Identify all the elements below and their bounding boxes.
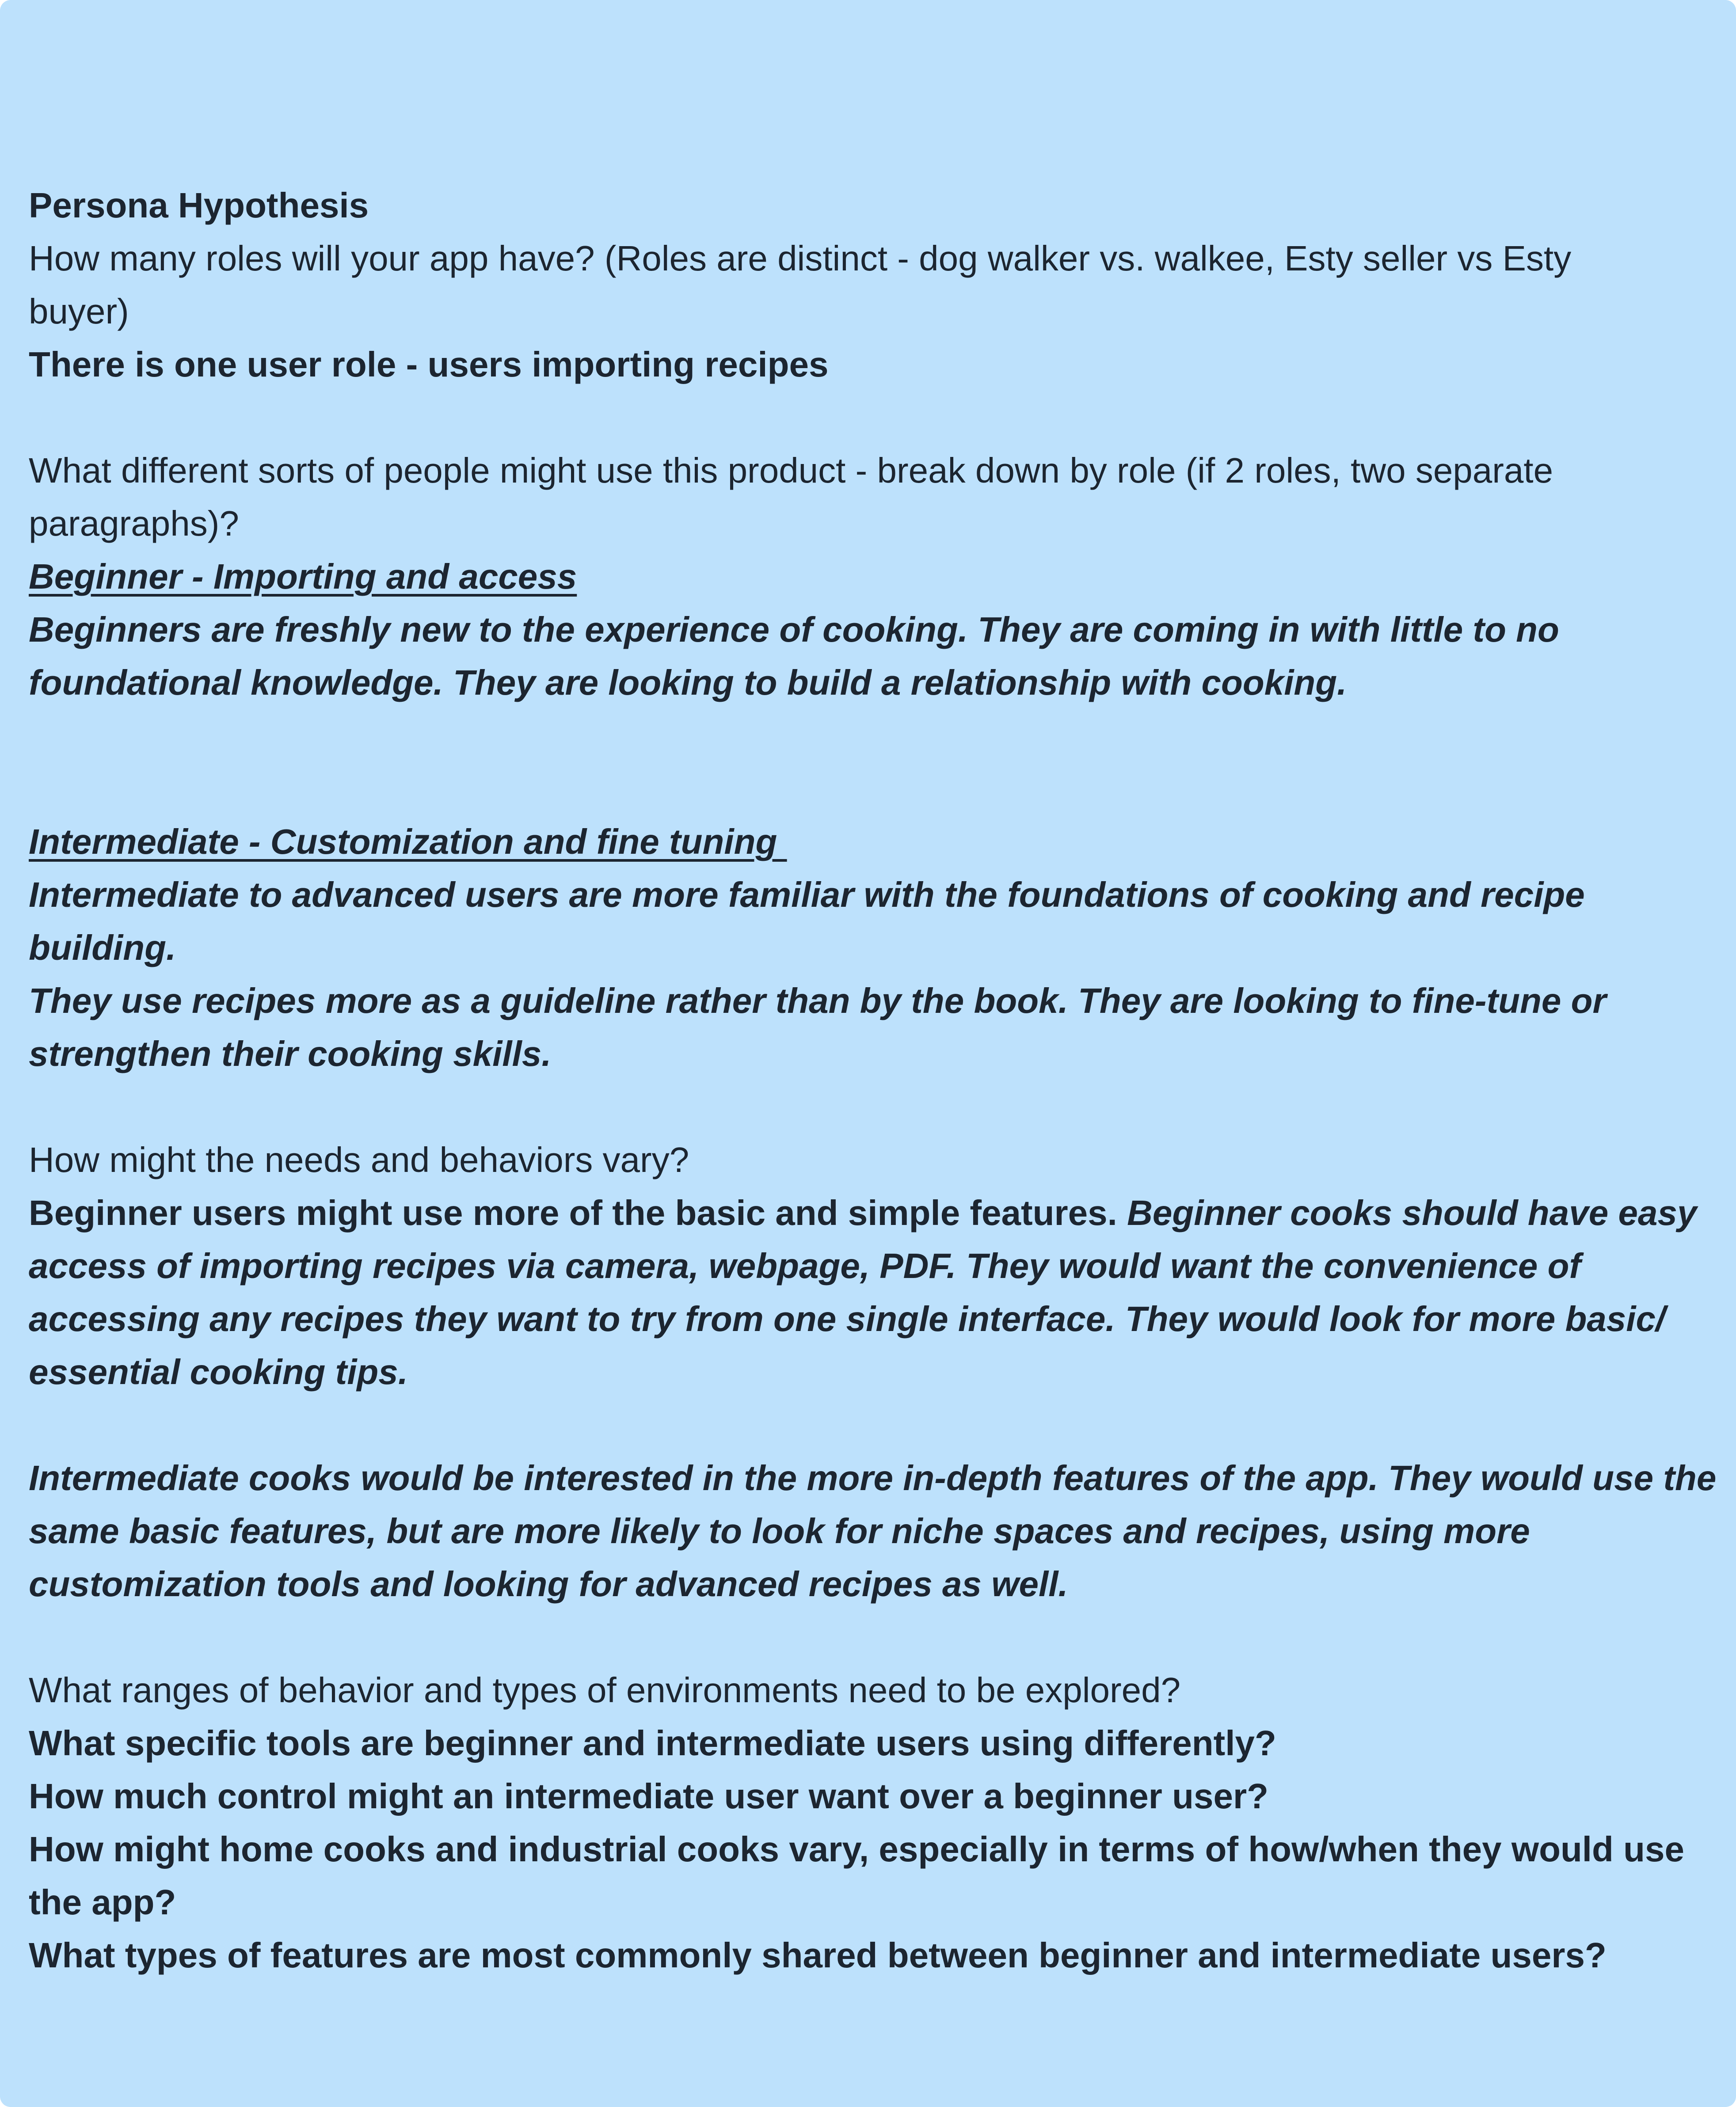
answer-roles: There is one user role - users importing recipes [29, 345, 829, 384]
beginner-description-line-2: foundational knowledge. They are looking to build a relationship with cooking. [29, 663, 1347, 702]
spacer [29, 1399, 1736, 1452]
ranges-answer-5: What types of features are most commonly shared between beginner and intermediate users? [29, 1936, 1607, 1975]
intermediate-description-line-3: strengthen their cooking skills. [29, 1034, 552, 1073]
spacer [29, 709, 1736, 815]
intermediate-needs-line-3: customization tools and looking for advanced recipes as well. [29, 1564, 1068, 1604]
ranges-answer-2: How much control might an intermediate user want over a beginner user? [29, 1776, 1268, 1816]
intermediate-heading [29, 815, 1736, 868]
page-title: Persona Hypothesis [29, 186, 369, 225]
beginner-description-line-1: Beginners are freshly new to the experience of cooking. They are coming in with little to no [29, 610, 1559, 649]
ranges-answer-4: the app? [29, 1883, 176, 1922]
intermediate-description-line-1: Intermediate to advanced users are more familiar with the foundations of cooking and recipe building. [29, 875, 1595, 967]
beginner-heading-text: Beginner - Importing and access [29, 557, 577, 596]
needs-answer-bold: Beginner users might use more of the basic and simple features. [29, 1193, 1127, 1232]
question-needs: How might the needs and behaviors vary? [29, 1140, 689, 1179]
spacer [29, 1080, 1736, 1133]
intermediate-needs-line-2: same basic features, but are more likely to look for niche spaces and recipes, using more [29, 1511, 1530, 1551]
question-people-line-2: paragraphs)? [29, 504, 239, 543]
intermediate-needs-line-1: Intermediate cooks would be interested in the more in-depth features of the app. They would use the [29, 1458, 1717, 1498]
question-ranges: What ranges of behavior and types of environments need to be explored? [29, 1670, 1181, 1710]
ranges-answer-1: What specific tools are beginner and intermediate users using differently? [29, 1723, 1276, 1763]
question-roles-line-2: buyer) [29, 292, 129, 331]
spacer [29, 1611, 1736, 1664]
question-roles-line-1: How many roles will your app have? (Roles are distinct - dog walker vs. walkee, Esty seller vs Esty [29, 239, 1572, 278]
needs-answer-line-2: access of importing recipes via camera, webpage, PDF. They would want the convenience of [29, 1246, 1581, 1285]
intermediate-description-line-2: They use recipes more as a guideline rather than by the book. They are looking to fine-tune or [29, 981, 1607, 1020]
needs-answer-italic: Beginner cooks should have easy [1127, 1193, 1697, 1232]
needs-answer-line-3: accessing any recipes they want to try from one single interface. They would look for more basic/ [29, 1299, 1666, 1339]
beginner-heading [29, 550, 1736, 603]
needs-answer-line-1 [29, 1187, 1736, 1240]
ranges-answer-3: How might home cooks and industrial cooks vary, especially in terms of how/when they would use [29, 1829, 1684, 1869]
spacer [29, 391, 1736, 444]
needs-answer-line-4: essential cooking tips. [29, 1352, 408, 1392]
intermediate-heading-text: Intermediate - Customization and fine tuning [29, 822, 787, 861]
question-people-line-1: What different sorts of people might use this product - break down by role (if 2 roles, two separate [29, 451, 1553, 490]
